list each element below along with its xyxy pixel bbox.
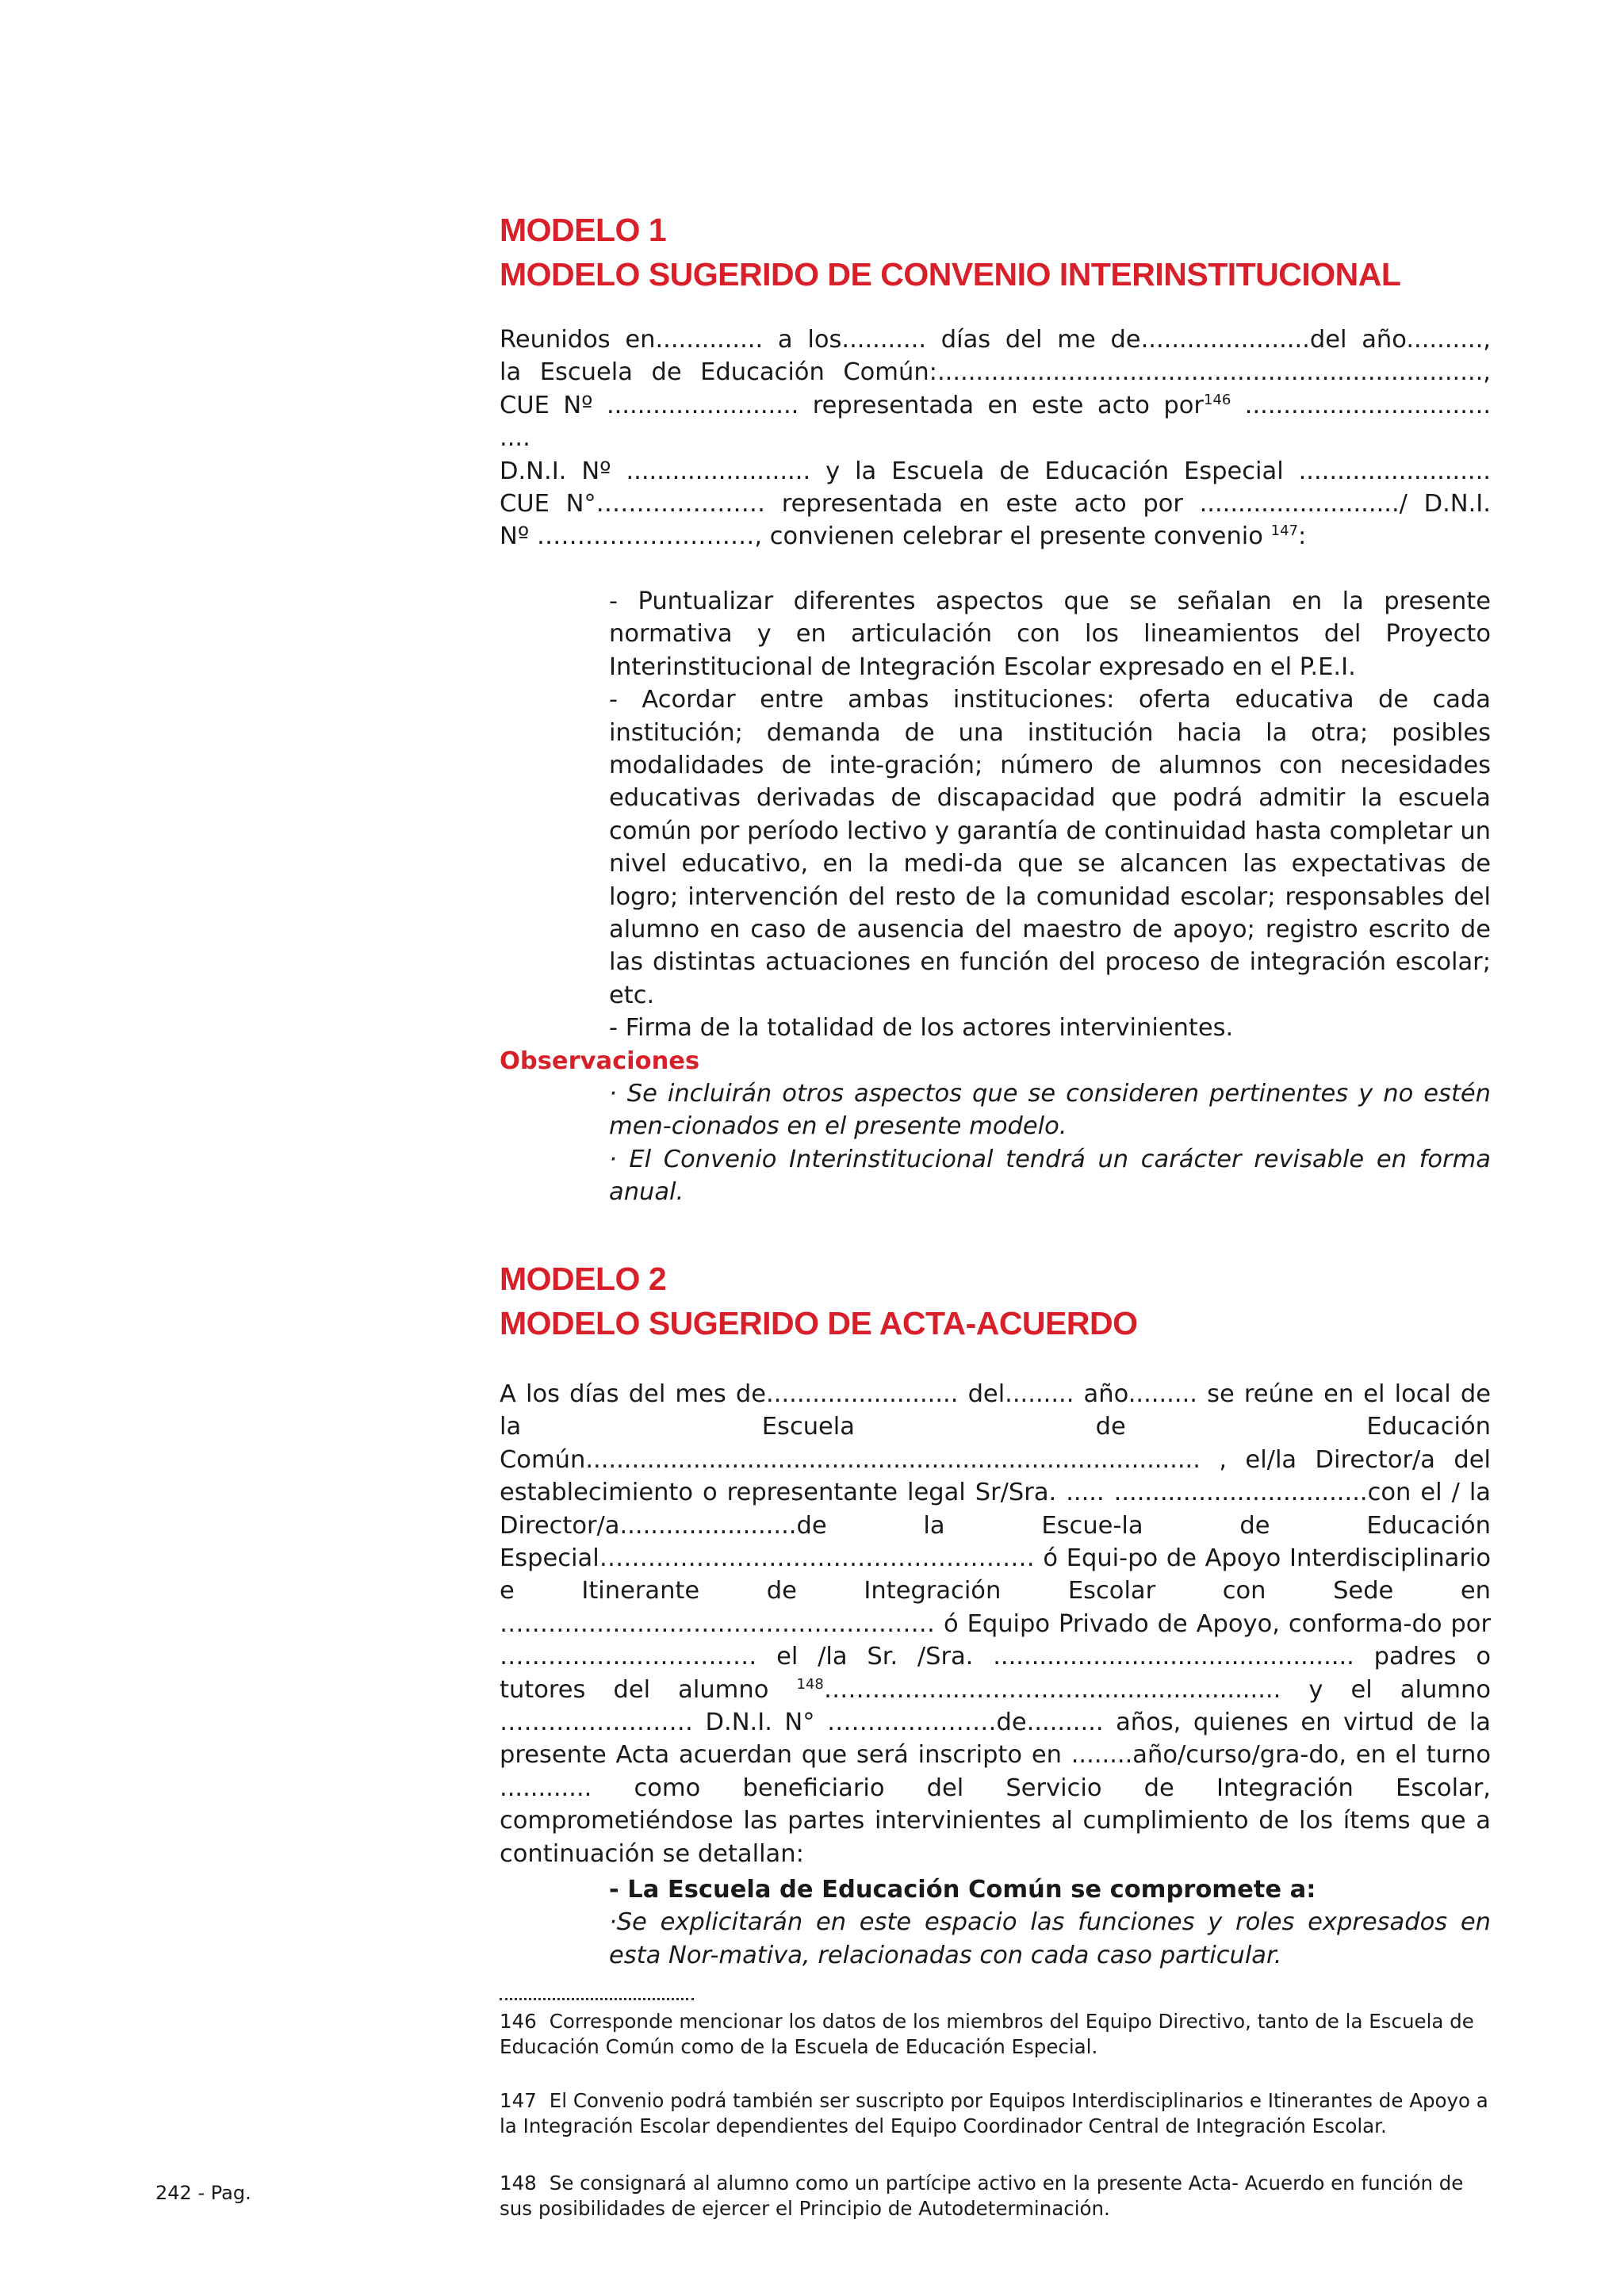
observaciones-title: Observaciones	[500, 1047, 700, 1075]
intro-line-7-text: Nº ………………………, convienen celebrar el presente convenio	[500, 522, 1263, 551]
footnote-text: Corresponde mencionar los datos de los miembros del Equipo Directivo, tanto de la Escuela de Educación Común como de la Escuela de Educación Especial.	[500, 2010, 1474, 2058]
intro-line-2: la Escuela de Educación Común:.......................................................................,	[500, 358, 1491, 387]
footnote-divider	[500, 1998, 694, 2000]
intro-line-3	[500, 389, 1491, 422]
intro-line-3-tail: ................................	[1231, 391, 1492, 419]
modelo2-heading	[500, 1257, 1491, 1345]
intro-line-5: D.N.I. Nº ........................ y la Escuela de Educación Especial .........................	[500, 457, 1491, 485]
modelo2-title: MODELO 2	[500, 1261, 667, 1297]
intro-line-1: Reunidos en.............. a los........... días del me de......................del año..........,	[500, 326, 1491, 354]
modelo1-heading	[500, 208, 1491, 297]
intro-line-7	[500, 520, 1491, 553]
intro-line-6: CUE N°………………… representada en este acto por ........................../ D.N.I.	[500, 490, 1491, 519]
footnote-148	[500, 2171, 1491, 2221]
bullet-item: - Puntualizar diferentes aspectos que se señalan en la presente normativa y en articulación con los lineamientos del Proyecto Interinstitucional de Integración Escolar expresado en el P.E.I.	[609, 587, 1491, 681]
footnote-number: 146	[500, 2010, 537, 2033]
observaciones-list	[609, 1077, 1491, 1209]
bullet-item: - Acordar entre ambas instituciones: oferta educativa de cada institución; demanda de una institución hacia la otra; posibles modalidades de inte-gración; número de alumnos con necesidades educativas derivadas de discapacidad que podrá admitir la escuela común por período lectivo y garantía de continuidad hasta completar un nivel educativo, en la medi-da que se alcancen las expectativas de logro; intervención del resto de la comunidad escolar; responsables del alumno en caso de ausencia del maestro de apoyo; registro escrito de las distintas actuaciones en función del proceso de integración escolar; etc.	[609, 686, 1491, 1009]
commitment-text: ·Se explicitarán en este espacio las funciones y roles expresados en esta Nor-mativa, relacionadas con cada caso particular.	[609, 1908, 1491, 1969]
footnote-ref-146[interactable]: 146	[1203, 391, 1231, 408]
intro-line-3-text: CUE Nº ......................... representada en este acto por	[500, 391, 1204, 419]
modelo2-para-a: A los días del mes de......................... del......... año......... se reúne en el local de la Escuela de Educación Común................................................................................ , el/la Director/a del establecimiento o representante legal Sr/Sra. ..... .................................con el / la Director/a.......................de la Escue-la de Educación Especial……………………………………………… ó Equi-po de Apoyo Interdisciplinario e Itinerante de Integración Escolar con Sede en ……………………………………………… ó Equipo Privado de Apoyo, conforma-do por ……………..…………… el /la Sr. /Sra. ............................................... padres o tutores del alumno	[500, 1380, 1491, 1704]
footnote-text: Se consignará al alumno como un partícipe activo en la presente Acta- Acuerdo en función de sus posibilidades de ejercer el Principio de Autodeterminación.	[500, 2172, 1464, 2220]
modelo1-subtitle: MODELO SUGERIDO DE CONVENIO INTERINSTITUCIONAL	[500, 256, 1401, 293]
footnote-ref-148[interactable]: 148	[796, 1675, 824, 1693]
footnote-146	[500, 2009, 1491, 2059]
page-number: 242 - Pag.	[155, 2182, 251, 2204]
observacion-item: · El Convenio Interinstitucional tendrá un carácter revisable en forma anual.	[609, 1145, 1491, 1207]
footnote-text: El Convenio podrá también ser suscripto por Equipos Interdisciplinarios e Itinerantes de Apoyo a la Integración Escolar dependientes del Equipo Coordinador Central de Integración Escolar.	[500, 2089, 1488, 2137]
modelo2-commitment	[609, 1873, 1491, 1972]
modelo1-bullets	[609, 585, 1491, 1045]
commitment-title: - La Escuela de Educación Común se compromete a:	[609, 1876, 1316, 1904]
footnote-number: 148	[500, 2172, 537, 2195]
footnote-number: 147	[500, 2089, 537, 2112]
footnote-ref-147[interactable]: 147	[1270, 522, 1298, 540]
intro-line-7-tail: :	[1297, 522, 1307, 551]
modelo2-para-b: ……………..…………….......................... y el alumno …………………… D.N.I. N° …………………de.......... años, quienes en virtud de la presente Acta acuerdan que será inscripto en ........año/curso/gra-do, en el turno ............ como beneficiario del Servicio de Integración Escolar, comprometiéndose las partes intervinientes al cumplimiento de los ítems que a continuación se detallan:	[500, 1675, 1491, 1868]
bullet-item: - Firma de la totalidad de los actores intervinientes.	[609, 1014, 1234, 1043]
modelo2-subtitle: MODELO SUGERIDO DE ACTA-ACUERDO	[500, 1305, 1138, 1341]
modelo1-title: MODELO 1	[500, 212, 667, 248]
observacion-item: · Se incluirán otros aspectos que se consideren pertinentes y no estén men-cionados en el presente modelo.	[609, 1080, 1491, 1141]
footnote-147	[500, 2088, 1491, 2138]
modelo2-paragraph	[500, 1378, 1491, 1870]
intro-line-4: ....	[500, 424, 530, 453]
modelo1-intro	[500, 323, 1491, 553]
